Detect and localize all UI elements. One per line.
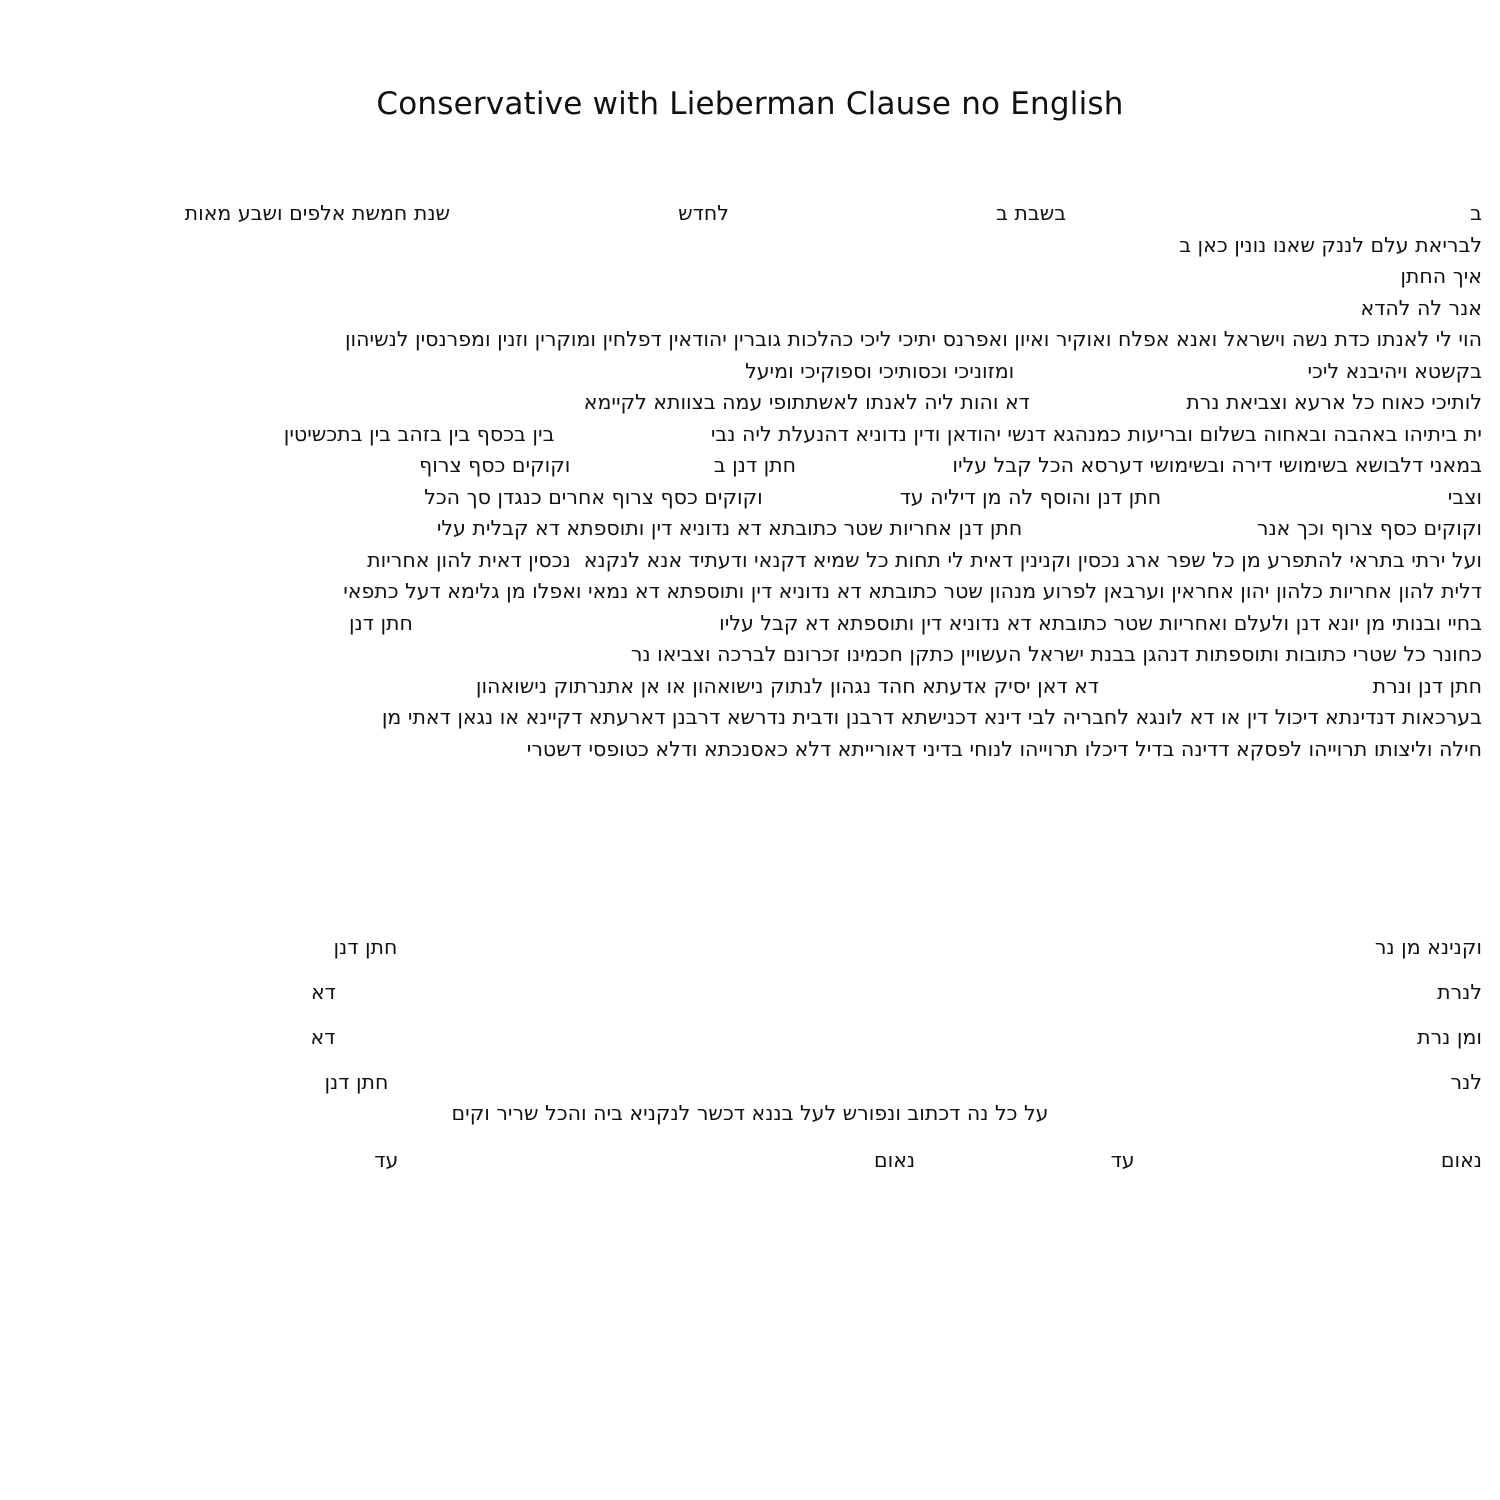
body-line: הוי לי לאנתו כדת נשה וישראל ואנא אפלח ואוקיר ואיון ואפרנס יתיכי ליכי כהלכות גוברין יהודאין דפלחין ומוקרין וזנין ומפרנסין לנשיהון xyxy=(344,327,1482,351)
body-line: דלית להון אחריות כלהון יהון אחראין וערבאן לפרוע מנהון שטר כתובתא דא נדוניא דין ותוספתא דא נמאי ואפלו מן גלימא דעל כתפאי xyxy=(343,579,1482,603)
body-line: במאני דלבושא בשימושי דירה ובשימושי דערסא הכל קבל עליו חתן דנן ב וקוקים כסף צרוף xyxy=(419,453,1482,477)
witness-signature-line: נאום עד נאום עד xyxy=(374,1148,1482,1172)
closing-line: על כל נה דכתוב ונפורש לעל בננא דכשר לנקניא ביה והכל שריר וקים xyxy=(451,1101,1049,1125)
body-line: ועל ירתי בתראי להתפרע מן כל שפר ארג נכסין וקנינין דאית לי תחות כל שמיא דקנאי ודעתיד אנא לנקנא נכסין דאית להון אחריות xyxy=(367,547,1482,572)
tail-line: לנר חתן דנן xyxy=(324,1070,1482,1094)
body-line: בערכאות דנדינתא דיכול דין או דא לונגא לחבריה לבי דינא דכנישתא דרבנן ודבית נדרשא דרבנן דארעתא דקיינא או נגאן דאתי מן xyxy=(381,705,1482,729)
body-line: וקוקים כסף צרוף וכך אנר חתן דנן אחריות שטר כתובתא דא נדוניא דין ותוספתא דא קבלית עלי xyxy=(436,516,1482,540)
body-line: חתן דנן ונרת דא דאן יסיק אדעתא חהד נגהון לנתוק נישואהון או אן אתנרתוק נישואהון xyxy=(475,673,1482,698)
body-line: בחיי ובנותי מן יונא דנן ולעלם ואחריות שטר כתובתא דא נדוניא דין ותוספתא דא קבל עליו חתן דנן xyxy=(348,610,1482,635)
body-line: לותיכי כאוח כל ארעא וצביאת נרת דא והות ליה לאנתו לאשתתופי עמה בצוותא לקיימא xyxy=(583,390,1482,414)
tail-line: ומן נרת דא xyxy=(310,1025,1482,1049)
body-line: ב בשבת ב לחדש שנת חמשת אלפים ושבע מאות xyxy=(184,201,1482,225)
body-line: בקשטא ויהיבנא ליכי ומזוניכי וכסותיכי וספוקיכי ומיעל xyxy=(745,358,1482,383)
body-line: וצבי חתן דנן והוסף לה מן דיליה עד וקוקים כסף צרוף אחרים כנגדן סך הכל xyxy=(424,484,1482,509)
page-title: Conservative with Lieberman Clause no English xyxy=(376,86,1124,122)
body-line: ית ביתיהו באהבה ובאחוה בשלום ובריעות כמנהגא דנשי יהודאן ודין נדוניא דהנעלת ליה נבי בין בכסף בין בזהב בין בתכשיטין xyxy=(283,421,1482,446)
body-line: לבריאת עלם לננק שאנו נונין כאן ב xyxy=(1179,232,1482,257)
body-line: אנר לה להדא xyxy=(1360,295,1482,320)
acquisition-clause-block xyxy=(18,925,1482,1105)
body-line: איך החתן xyxy=(1400,264,1482,288)
body-line: חילה וליצותו תרוייהו לפסקא דדינה בדיל דיכלו תרוייהו לנוחי בדיני דאורייתא דלא כאסנכתא ודלא כטופסי דשטרי xyxy=(526,736,1482,761)
signature-block xyxy=(18,1145,1482,1177)
document-body xyxy=(18,198,1482,765)
tail-line: וקנינא מן נר חתן דנן xyxy=(333,935,1482,959)
closing-statement xyxy=(18,1098,1482,1130)
tail-line: לנרת דא xyxy=(310,980,1482,1004)
body-line: כחונר כל שטרי כתובות ותוספתות דנהגן בבנת ישראל העשויין כתקן חכמינו זכרונם לברכה וצביאו נר xyxy=(630,642,1482,666)
